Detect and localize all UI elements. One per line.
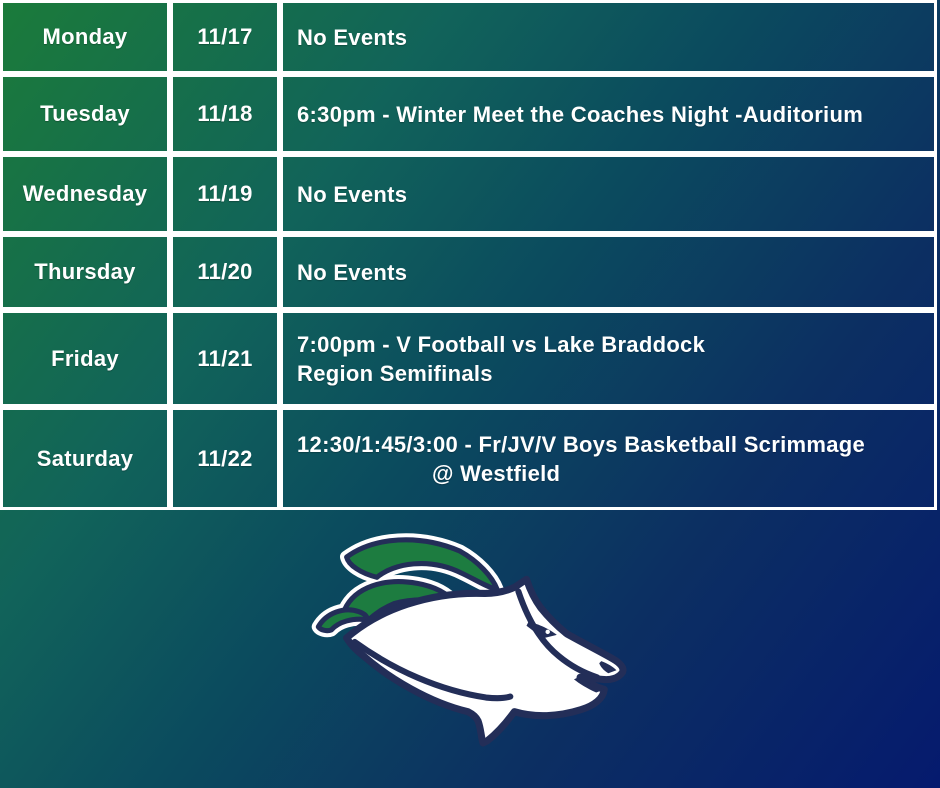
event-cell bbox=[280, 310, 937, 407]
eye-glint bbox=[545, 630, 549, 634]
date-cell: 11/19 bbox=[170, 154, 280, 234]
day-cell: Thursday bbox=[0, 234, 170, 310]
event-line: Region Semifinals bbox=[297, 360, 493, 386]
event-line: No Events bbox=[297, 181, 408, 207]
date-cell: 11/22 bbox=[170, 407, 280, 510]
event-line: No Events bbox=[297, 24, 408, 50]
event-cell bbox=[280, 74, 937, 154]
event-cell bbox=[280, 407, 937, 510]
day-cell: Tuesday bbox=[0, 74, 170, 154]
date-cell: 11/17 bbox=[170, 0, 280, 74]
event-cell bbox=[280, 154, 937, 234]
day-cell: Friday bbox=[0, 310, 170, 407]
event-cell bbox=[280, 234, 937, 310]
event-line: @ Westfield bbox=[432, 460, 561, 486]
day-cell: Monday bbox=[0, 0, 170, 74]
event-line: 7:00pm - V Football vs Lake Braddock bbox=[297, 331, 706, 357]
date-cell: 11/18 bbox=[170, 74, 280, 154]
day-cell: Wednesday bbox=[0, 154, 170, 234]
event-cell bbox=[280, 0, 937, 74]
bronco-logo bbox=[288, 528, 672, 762]
event-line: 6:30pm - Winter Meet the Coaches Night -Auditorium bbox=[297, 101, 864, 127]
date-cell: 11/20 bbox=[170, 234, 280, 310]
event-line: 12:30/1:45/3:00 - Fr/JV/V Boys Basketball Scrimmage bbox=[297, 431, 866, 457]
date-cell: 11/21 bbox=[170, 310, 280, 407]
event-line: No Events bbox=[297, 259, 408, 285]
day-cell: Saturday bbox=[0, 407, 170, 510]
bronco-mascot-icon bbox=[288, 528, 672, 762]
